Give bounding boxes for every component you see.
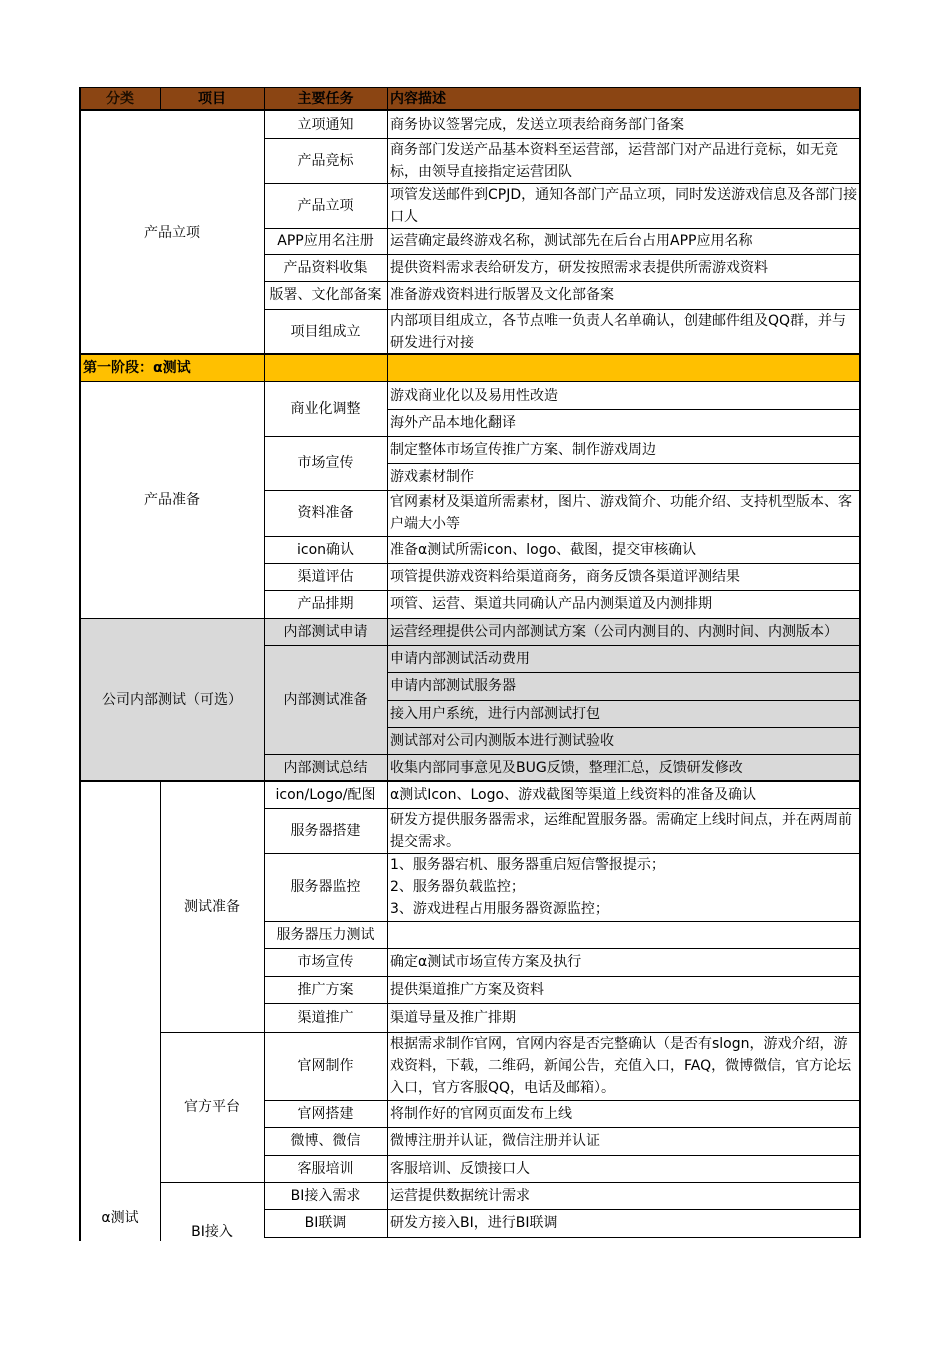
desc-cell — [387, 254, 860, 281]
cell-text: 主要任务 — [297, 90, 354, 107]
desc-cell — [387, 700, 860, 727]
task-cell — [264, 754, 387, 781]
cell-text: 公司内部测试（可选） — [102, 691, 242, 708]
cell-text: 产品资料收集 — [283, 259, 368, 276]
task-cell — [264, 1003, 387, 1032]
cell-text: 客服培训、反馈接口人 — [390, 1160, 530, 1177]
grid-line — [264, 536, 861, 537]
desc-cell — [387, 590, 860, 618]
cell-text: 测试准备 — [184, 898, 240, 915]
cell-text: 运营经理提供公司内部测试方案（公司内测目的、内测时间、内测版本） — [390, 623, 838, 640]
cell-text: 内容描述 — [390, 90, 446, 107]
task-cell — [264, 490, 387, 536]
desc-cell — [387, 1032, 860, 1100]
cell-text: 准备α测试所需icon、logo、截图，提交审核确认 — [390, 541, 697, 558]
cell-text: 研发方提供服务器需求，运维配置服务器。需确定上线时间点，并在两周前提交需求。 — [390, 811, 852, 850]
grid-line — [160, 1032, 861, 1033]
desc-cell — [387, 853, 860, 921]
grid-line — [264, 1127, 861, 1128]
desc-cell — [387, 382, 860, 409]
task-cell — [264, 1209, 387, 1237]
desc-cell — [387, 1155, 860, 1182]
cell-text: 官方平台 — [184, 1099, 240, 1115]
grid-line — [387, 87, 388, 111]
cell-text: 项目 — [198, 90, 226, 107]
cell-text: 研发方接入BI，进行BI联调 — [390, 1215, 558, 1231]
grid-line — [387, 110, 388, 1238]
task-cell — [264, 436, 387, 490]
cell-text: 市场宣传 — [297, 455, 354, 471]
task-cell — [264, 1155, 387, 1182]
cell-text: 官网搭建 — [297, 1105, 354, 1122]
cell-text: 立项通知 — [297, 116, 354, 133]
block-official-platform — [160, 1032, 264, 1182]
cell-text: 客服培训 — [297, 1160, 354, 1177]
header-main-task — [264, 87, 387, 110]
grid-line — [264, 645, 861, 646]
desc-cell — [387, 1100, 860, 1127]
grid-line — [80, 381, 861, 382]
header-item — [160, 87, 264, 110]
grid-line — [264, 436, 861, 437]
task-cell — [264, 281, 387, 309]
desc-cell — [387, 563, 860, 590]
task-cell — [264, 808, 387, 853]
grid-line — [264, 1100, 861, 1101]
cell-text: 推广方案 — [297, 981, 354, 998]
grid-line — [264, 138, 861, 139]
cell-text: 根据需求制作官网，官网内容是否完整确认（是否有slogn，游戏介绍，游戏资料，下载，二维码，新闻公告，充值入口，FAQ，微博微信，官方论坛入口，官方客服QQ，电话及邮箱）。 — [390, 1036, 852, 1096]
cell-text: 项管提供游戏资料给渠道商务，商务反馈各渠道评测结果 — [390, 568, 740, 585]
desc-cell — [387, 1182, 860, 1209]
task-cell — [264, 309, 387, 354]
section-phase1 — [80, 355, 860, 381]
desc-cell — [387, 1209, 860, 1237]
cell-text: 内部项目组成立，各节点唯一负责人名单确认，创建邮件组及QQ群，并与研发进行对接 — [390, 312, 847, 351]
grid-line — [80, 353, 861, 355]
grid-line — [264, 808, 861, 809]
desc-cell — [387, 490, 860, 536]
grid-line — [264, 1237, 861, 1238]
cell-text: 项管、运营、渠道共同确认产品内测渠道及内测排期 — [390, 596, 712, 612]
cell-text: 运营提供数据统计需求 — [390, 1187, 530, 1204]
grid-line — [160, 1182, 861, 1183]
cell-text: 接入用户系统，进行内部测试打包 — [390, 705, 600, 722]
task-cell — [264, 111, 387, 138]
task-cell — [264, 948, 387, 976]
grid-line — [264, 976, 861, 977]
cell-text: 将制作好的官网页面发布上线 — [390, 1105, 572, 1122]
cell-text: 运营确定最终游戏名称，测试部先在后台占用APP应用名称 — [390, 233, 753, 249]
grid-line — [264, 590, 861, 591]
desc-cell — [387, 1003, 860, 1032]
cell-text: icon确认 — [296, 541, 355, 558]
desc-cell — [387, 138, 860, 183]
cell-text: 内部测试准备 — [283, 691, 368, 708]
grid-line — [264, 948, 861, 949]
task-cell — [264, 183, 387, 228]
task-cell — [264, 645, 387, 754]
cell-text: 项目组成立 — [290, 323, 361, 340]
cell-text: α测试 — [101, 1210, 139, 1226]
cell-text: BI接入 — [191, 1224, 233, 1240]
cell-text: 产品立项 — [144, 224, 200, 241]
cell-text: BI联调 — [304, 1215, 347, 1231]
desc-cell — [387, 463, 860, 490]
desc-cell — [387, 309, 860, 354]
cell-text: 制定整体市场宣传推广方案、制作游戏周边 — [390, 441, 656, 458]
task-cell — [264, 853, 387, 921]
cell-text: 产品竞标 — [297, 152, 354, 169]
cell-text: APP应用名注册 — [277, 233, 374, 249]
desc-cell — [387, 976, 860, 1003]
cell-text: 申请内部测试服务器 — [390, 678, 516, 694]
cell-text: 产品立项 — [297, 197, 354, 214]
cell-text: 1、服务器宕机、服务器重启短信警报提示； 2、服务器负载监控； 3、游戏进程占用服务器资源监控； — [390, 857, 665, 917]
cell-text: 微博、微信 — [290, 1133, 361, 1149]
grid-line — [80, 109, 861, 111]
grid-line — [264, 1209, 861, 1210]
task-cell — [264, 1032, 387, 1100]
cell-text: 申请内部测试活动费用 — [390, 650, 530, 667]
task-cell — [264, 1100, 387, 1127]
grid-line — [264, 490, 861, 491]
desc-cell — [387, 808, 860, 853]
grid-line — [387, 727, 861, 728]
desc-cell — [387, 409, 860, 436]
grid-line — [387, 409, 861, 410]
grid-line — [264, 254, 861, 255]
cell-text: 测试部对公司内测版本进行测试验收 — [390, 732, 614, 749]
header-description — [387, 87, 860, 110]
cell-text: 海外产品本地化翻译 — [390, 414, 516, 431]
cell-text: 确定α测试市场宣传方案及执行 — [390, 954, 582, 970]
grid-line — [859, 87, 861, 1238]
task-cell — [264, 976, 387, 1003]
desc-cell — [387, 727, 860, 754]
desc-cell — [387, 618, 860, 645]
block-internal-test — [80, 618, 264, 781]
task-cell — [264, 1127, 387, 1155]
desc-cell — [387, 645, 860, 672]
cell-text: 资料准备 — [297, 505, 354, 521]
cell-text: 准备游戏资料进行版署及文化部备案 — [390, 287, 614, 303]
cell-text: 提供资料需求表给研发方，研发按照需求表提供所需游戏资料 — [390, 259, 768, 276]
cell-text: 商业化调整 — [290, 401, 361, 417]
grid-line — [264, 309, 861, 310]
desc-cell — [387, 183, 860, 228]
task-cell — [264, 382, 387, 436]
cell-text: 游戏素材制作 — [390, 468, 474, 485]
cell-text: 项管发送邮件到CPJD，通知各部门产品立项，同时发送游戏信息及各部门接口人 — [390, 186, 858, 225]
grid-line — [79, 87, 81, 1241]
desc-cell — [387, 281, 860, 309]
desc-cell — [387, 1127, 860, 1155]
grid-line — [264, 563, 861, 564]
grid-line — [80, 780, 861, 782]
task-cell — [264, 138, 387, 183]
cell-text: α测试Icon、Logo、游戏截图等渠道上线资料的准备及确认 — [390, 786, 757, 803]
task-cell — [264, 254, 387, 281]
cell-text: 商务部门发送产品基本资料至运营部，运营部门对产品进行竞标，如无竞标，由领导直接指定运营团队 — [390, 141, 838, 180]
task-cell — [264, 563, 387, 590]
grid-line — [264, 921, 861, 922]
grid-line — [264, 281, 861, 282]
cell-text: 渠道评估 — [297, 568, 354, 585]
grid-line — [264, 228, 861, 229]
cell-text: BI接入需求 — [290, 1187, 361, 1204]
grid-line — [387, 700, 861, 701]
desc-cell — [387, 754, 860, 781]
task-cell — [264, 781, 387, 808]
desc-cell — [387, 536, 860, 563]
desc-cell — [387, 948, 860, 976]
block-alpha-test — [80, 1196, 160, 1240]
grid-line — [264, 87, 265, 111]
task-cell — [264, 1182, 387, 1209]
cell-text: 收集内部同事意见及BUG反馈，整理汇总，反馈研发修改 — [390, 759, 743, 776]
cell-text: 第一阶段：α测试 — [83, 360, 191, 376]
block-product-prep — [80, 382, 264, 618]
desc-cell — [387, 228, 860, 254]
task-cell — [264, 921, 387, 948]
desc-cell — [387, 781, 860, 808]
grid-line — [264, 754, 861, 755]
grid-line — [80, 87, 861, 88]
grid-line — [160, 87, 161, 111]
cell-text: 内部测试总结 — [283, 759, 368, 776]
task-cell — [264, 590, 387, 618]
task-cell — [264, 618, 387, 645]
cell-text: 官网素材及渠道所需素材，图片、游戏简介、功能介绍、支持机型版本、客户端大小等 — [390, 494, 852, 532]
cell-text: 提供渠道推广方案及资料 — [390, 981, 544, 998]
cell-text: 服务器搭建 — [290, 822, 361, 839]
grid-line — [264, 1155, 861, 1156]
grid-line — [387, 463, 861, 464]
task-cell — [264, 536, 387, 563]
cell-text: 渠道导量及推广排期 — [390, 1009, 516, 1026]
desc-cell — [387, 672, 860, 700]
cell-text: icon/Logo/配图 — [275, 786, 376, 803]
cell-text: 内部测试申请 — [283, 623, 368, 640]
grid-line — [80, 618, 861, 619]
cell-text: 商务协议签署完成，发送立项表给商务部门备案 — [390, 116, 684, 133]
cell-text: 产品准备 — [144, 492, 200, 508]
grid-line — [264, 853, 861, 854]
cell-text: 市场宣传 — [297, 954, 354, 970]
block-bi-access — [160, 1214, 264, 1250]
cell-text: 服务器压力测试 — [276, 926, 375, 943]
grid-line — [264, 110, 265, 1238]
cell-text: 服务器监控 — [290, 879, 361, 895]
cell-text: 微博注册并认证，微信注册并认证 — [390, 1133, 600, 1149]
task-cell — [264, 228, 387, 254]
grid-line — [160, 781, 161, 1241]
block-product-setup — [80, 111, 264, 354]
desc-cell — [387, 921, 860, 948]
header-category — [80, 87, 160, 110]
cell-text: 官网制作 — [297, 1058, 354, 1074]
cell-text: 分类 — [106, 90, 134, 107]
desc-cell — [387, 111, 860, 138]
block-test-prep — [160, 781, 264, 1032]
cell-text: 渠道推广 — [297, 1009, 354, 1026]
cell-text: 游戏商业化以及易用性改造 — [390, 387, 558, 404]
cell-text: 版署、文化部备案 — [269, 287, 382, 303]
cell-text: 产品排期 — [297, 596, 354, 612]
grid-line — [264, 1003, 861, 1004]
grid-line — [264, 183, 861, 184]
desc-cell — [387, 436, 860, 463]
grid-line — [387, 672, 861, 673]
